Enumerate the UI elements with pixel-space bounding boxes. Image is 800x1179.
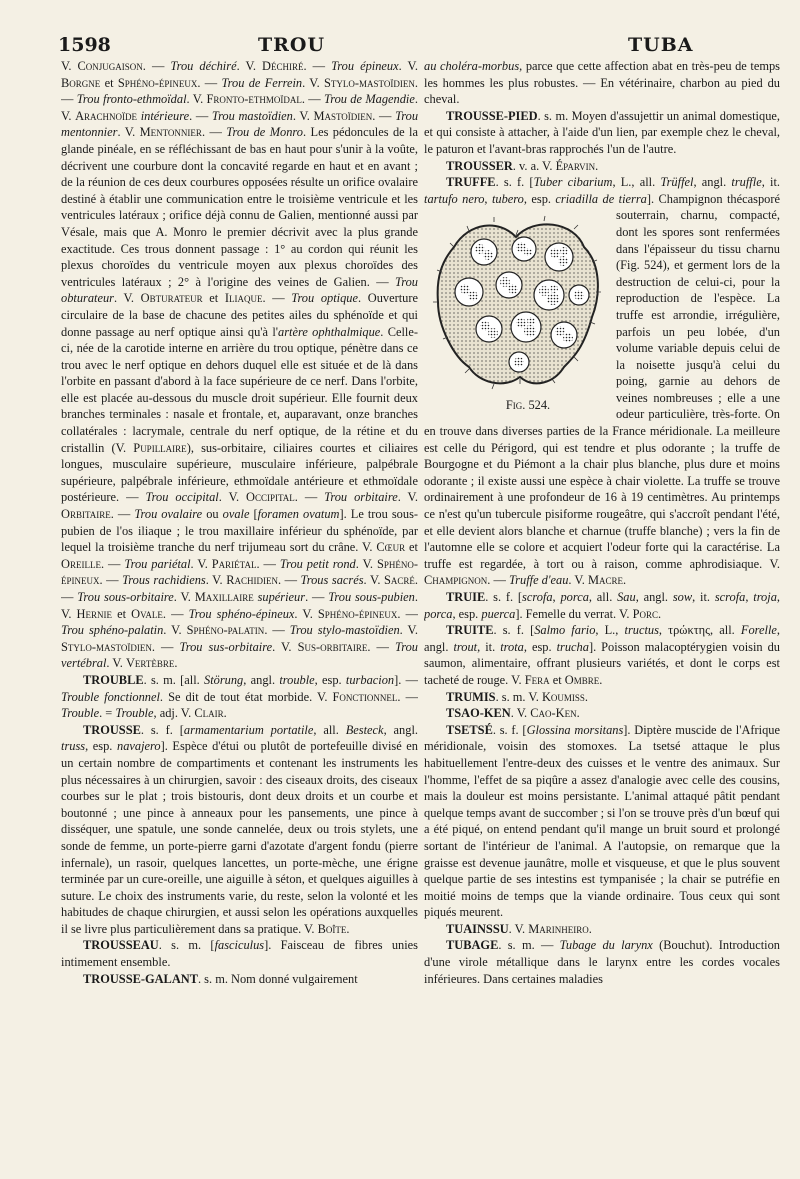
entry-truie: TRUIE. s. f. [scrofa, porca, all. Sau, angl. sow, it. scrofa, troja, porca, esp. puerca]. Femelle du verrat. V. Porc. — [424, 590, 780, 621]
page-number: 1598 — [58, 34, 111, 56]
entry-tubage: TUBAGE. s. m. — Tubage du larynx (Bouchut). Introduction d'une virole métallique dans le larynx entre les cordes vocales inférieures. Dans certaines maladies — [424, 938, 780, 986]
figure-524-truffle — [424, 207, 610, 417]
page-header — [58, 34, 780, 58]
entry-trousser: TROUSSER. v. a. V. Éparvin. — [446, 158, 599, 173]
headword-trousse: TROUSSE — [83, 722, 141, 737]
headword-tsao-ken: TSAO-KEN — [446, 706, 511, 721]
headword-truffe: TRUFFE — [446, 175, 496, 190]
headword-tubage: TUBAGE — [446, 938, 499, 953]
headword-tsetse: TSETSÉ — [446, 722, 493, 737]
headword-trumis: TRUMIS — [446, 689, 496, 704]
entry-trousse: TROUSSE. s. f. [armamentarium portatile, all. Besteck, angl. truss, esp. navajero]. Espèce d'étui ou plutôt de portefeuille divisé en un certain nombre de compartiments et contenant les instruments les plus nécessaires à un chirurgien, savoir : des ciseaux droits, des ciseaux courbes sur le plat ; trois bistouris, dont deux droits et un courbe et boutonné ; une pince à anneaux pour les pansements, une pince à disséquer, une spatule, une sonde cannelée, deux ou trois stylets, une sonde de femme, un porte-pierre garni d'azotate d'argent fondu (pierre infernale), un rasoir, quelques lancettes, un porte-mèche, une érigne terminée par un cure-oreille, une aiguille à séton, et quelques aiguilles à suture. Le choix des instruments varie, du reste, selon la volonté et les habitudes de chaque chirurgien, et aussi selon les opérations auxquelles il se livre plus particulièrement dans sa pratique. V. Boîte. — [61, 722, 418, 936]
entry-trousse-galant: TROUSSE-GALANT. s. m. Nom donné vulgairement — [83, 971, 358, 986]
right-column — [424, 58, 780, 1118]
entry-truite: TRUITE. s. f. [Salmo fario, L., tructus, τρώκτης, all. Forelle, angl. trout, it. trota, esp. trucha]. Poisson malacoptérygien voisin du saumon, alimentaire, offrant plusieurs variétés, et dont le corps est tacheté de rouge. V. Fera et Ombre. — [424, 623, 780, 687]
figure-caption: Fig. 524. — [505, 398, 551, 413]
entry-truffe: TRUFFE. s. f. [Tuber cibarium, L., all. Trüffel, angl. truffle, it. tartufo nero, tubero, esp. criadilla de tierra Fig. 524. ]. Champignon thécasporé souterrain, charnu, compacté, dont les spores sont renfermées dans l'épaisseur du tissu charnu (Fig. 524), et germent lors de la destruction de celui-ci, pour la reproduction de l'espèce. La truffe est arrondie, irrégulière, parfois un peu lobée, d'un volume variable depuis celui de la noisette jusqu'à celui du poing, garnie au dehors de veines nombreuses ; elle a une odeur particulière, très-forte. On en trouve dans diverses parties de la France méridionale. La meilleure est celle du Périgord, qui est tendre et plus odorante ; la truffe de Bourgogne et du Piémont a la chair plus blanche, plus dure et moins odorante ; il existe aussi une espèce à chair violette. La truffe se trouve ordinairement à une profondeur de 16 à 19 centimètres. Au printemps ce n'est qu'un tubercule pisiforme rougeâtre, qui s'accroît pendant l'été, et elle devient alors blanche et charnue (truffe blanche) ; vers la fin de l'automne elle se colore et acquiert l'odeur forte qui la caractérise. La truffe est regardée, à tort ou à raison, comme aphrodisiaque. V. Champignon. — Truffe d'eau. V. Macre. — [424, 175, 780, 588]
headword-tuainssu: TUAINSSU — [446, 921, 509, 936]
running-head-right: TUBA — [628, 34, 694, 56]
headword-truite: TRUITE — [446, 623, 494, 638]
truffle-illustration — [424, 207, 610, 399]
headword-trousser: TROUSSER — [446, 158, 513, 173]
entry-trouble: TROUBLE. s. m. [all. Störung, angl. trouble, esp. turbacion]. — Trouble fonctionnel. Se dit de tout état morbide. V. Fonctionnel. — Trouble. = Trouble, adj. V. Clair. — [61, 672, 418, 721]
entry-tuainssu: TUAINSSU. V. Marinheiro. — [446, 921, 592, 936]
running-head-left: TROU — [258, 34, 326, 56]
entry-trousseau: TROUSSEAU. s. m. [fasciculus]. Faisceau de fibres unies intimement ensemble. — [61, 938, 418, 970]
headword-trouble: TROUBLE — [83, 672, 144, 687]
entry-trousse-pied: TROUSSE-PIED. s. m. Moyen d'assujettir un animal domestique, et qui consiste à attacher, à l'aide d'un lien, par exemple chez le cheval, le paturon et l'avant-bras rapprochés l'un de l'autre. — [424, 108, 780, 156]
entry-trou-continued: V. Conjugaison. — Trou déchiré. V. Déchiré. — Trou épineux. V. Borgne et Sphéno-épineux. — Trou de Ferrein. V. Stylo-mastoïdien. — Trou fronto-ethmoïdal. V. Fronto-ethmoïdal. — Trou de Magendie. V. Arachnoïde intérieure. — Trou mastoïdien. V. Mastoïdien. — Trou mentonnier. V. Mentonnier. — Trou de Monro. Les pédoncules de la glande pinéale, en se réfléchissant de bas en haut pour s'unir à la voûte, décrivent une courbure dont la concavité regarde en haut et en avant ; de la réunion de ces deux courbures opposées résulte un orifice ovalaire destiné à établir une communication entre le troisième ventricule et les ventricules latéraux ; orifice déjà connu de Galien, mentionné aussi par Vésale, mais que A. Monro le premier décrivit avec la plus grande exactitude. Ces trous donnent passage : 1° au cordon qui réunit les plexus choroïdes du ventricule moyen aux plexus choroïdes des ventricules latéraux ; 2° à l'origine des veines de Galien. — Trou obturateur. V. Obturateur et Iliaque. — Trou optique. Ouverture circulaire de la base de chacune des petites ailes du sphénoïde et qui donne passage au nerf optique ainsi qu'à l'artère ophthalmique. Celle-ci, née de la carotide interne en arrière du trou optique, pénètre dans ce trou avec le nerf optique en dehors duquel elle est située et de là dans l'orbite en passant d'abord à la face supérieure de ce nerf. Dans l'orbite, elle est placée au-dessous du muscle droit supérieur. Elle fournit deux branches terminales : nasale et frontale, et, auparavant, onze branches collatérales : lacrymale, centrale du nerf optique, de la rétine et du cristallin (V. Pupillaire), sus-orbitaire, ciliaires courtes et ciliaires longues, musculaire supérieure, musculaire inférieure, palpébrale supérieure, palpébrale inférieure, ethmoïdale antérieure et ethmoïdale postérieure. — Trou occipital. V. Occipital. — Trou orbitaire. V. Orbitaire. — Trou ovalaire ou ovale [foramen ovatum]. Le trou sous-pubien de l'os iliaque ; le trou maxillaire inférieur du sphénoïde, par lequel la troisième tranche du nerf trijumeau sort du crâne. V. Cœur et Oreille. — Trou pariétal. V. Pariétal. — Trou petit rond. V. Sphéno-épineux. — Trous rachidiens. V. Rachidien. — Trous sacrés. V. Sacré. — Trou sous-orbitaire. V. Maxillaire supérieur. — Trou sous-pubien. V. Hernie et Ovale. — Trou sphéno-épineux. V. Sphéno-épineux. — Trou sphéno-palatin. V. Sphéno-palatin. — Trou stylo-mastoïdien. V. Stylo-mastoïdien. — Trou sus-orbitaire. V. Sus-orbitaire. — Trou vertébral. V. Vertèbre. — [61, 59, 418, 671]
headword-trousse-pied: TROUSSE-PIED — [446, 108, 538, 123]
entry-trumis: TRUMIS. s. m. V. Koumiss. — [446, 689, 589, 704]
headword-truie: TRUIE — [446, 590, 486, 604]
entry-trousse-galant-continued: au choléra-morbus, parce que cette affection abat en très-peu de temps les hommes les plus robustes. — En vétérinaire, charbon au pied du cheval. — [424, 59, 780, 107]
entry-tsao-ken: TSAO-KEN. V. Cao-Ken. — [446, 706, 580, 721]
entry-tsetse: TSETSÉ. s. f. [Glossina morsitans]. Diptère muscide de l'Afrique méridionale, voisin des stomoxes. La tsetsé attaque le plus habituellement l'entre-deux des cuisses et le ventre des animaux. Sur l'homme, l'effet de sa piqûre a assez d'analogie avec celle des cousins, mais la douleur est moins persistante. L'animal attaqué pâtit pendant quelque temps avant de succomber ; si l'on se trouve près d'un bœuf qui a été piqué, on entend pendant qu'il mange un bruit sourd et prolongé sortant de l'intérieur de l'animal. A l'autopsie, on remarque que la graisse est devenue jaunâtre, molle et visqueuse, et que le plus souvent quelque partie de ses intestins est tympanisée ; la chair se putréfie en moitié moins de temps que la viande ordinaire. Tous ceux qui sont piqués meurent. — [424, 722, 780, 920]
headword-trousse-galant: TROUSSE-GALANT — [83, 971, 198, 986]
headword-trousseau: TROUSSEAU — [83, 938, 159, 953]
left-column — [61, 58, 418, 1118]
